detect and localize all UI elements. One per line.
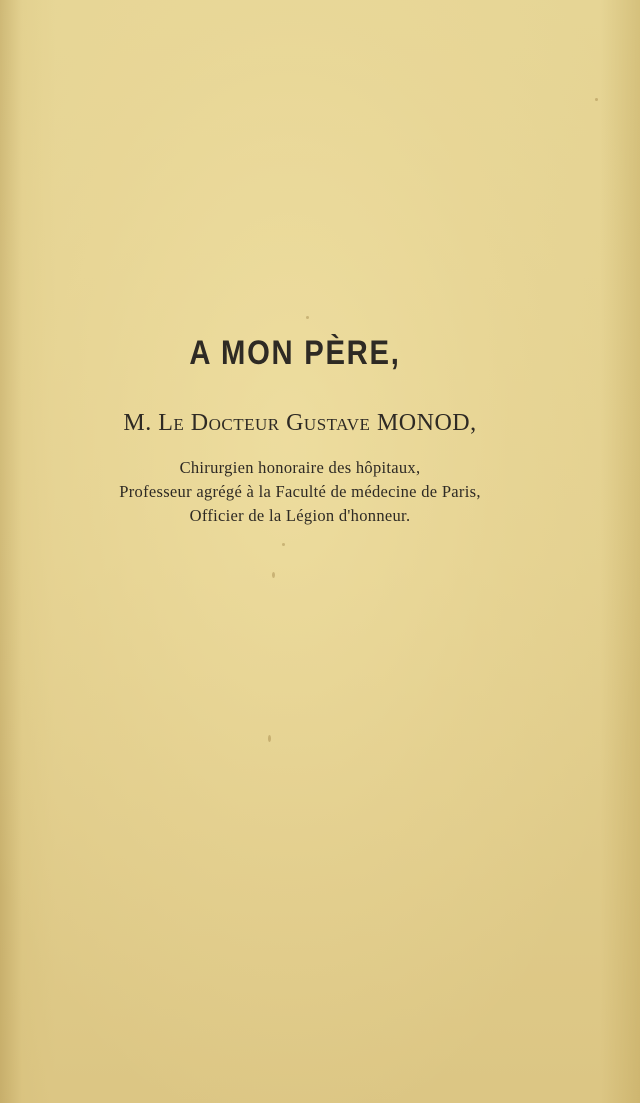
paper-speck [282, 543, 285, 546]
role-line: Chirurgien honoraire des hôpitaux, [179, 458, 421, 477]
paper-speck [306, 316, 309, 319]
dedication-heading: A MON PÈRE, [189, 334, 401, 372]
name-prefix: M. [123, 410, 159, 436]
dedicatee-name [0, 410, 600, 437]
name-surname: MONOD, [370, 410, 477, 436]
role-line: Officier de la Légion d'honneur. [189, 506, 411, 525]
dedicatee-roles [0, 456, 600, 528]
name-title: Le Docteur Gustave [158, 410, 371, 436]
paper-speck [595, 98, 598, 101]
role-line: Professeur agrégé à la Faculté de médecine de Paris, [119, 482, 481, 501]
paper-speck [272, 572, 275, 578]
paper-speck [268, 735, 271, 742]
